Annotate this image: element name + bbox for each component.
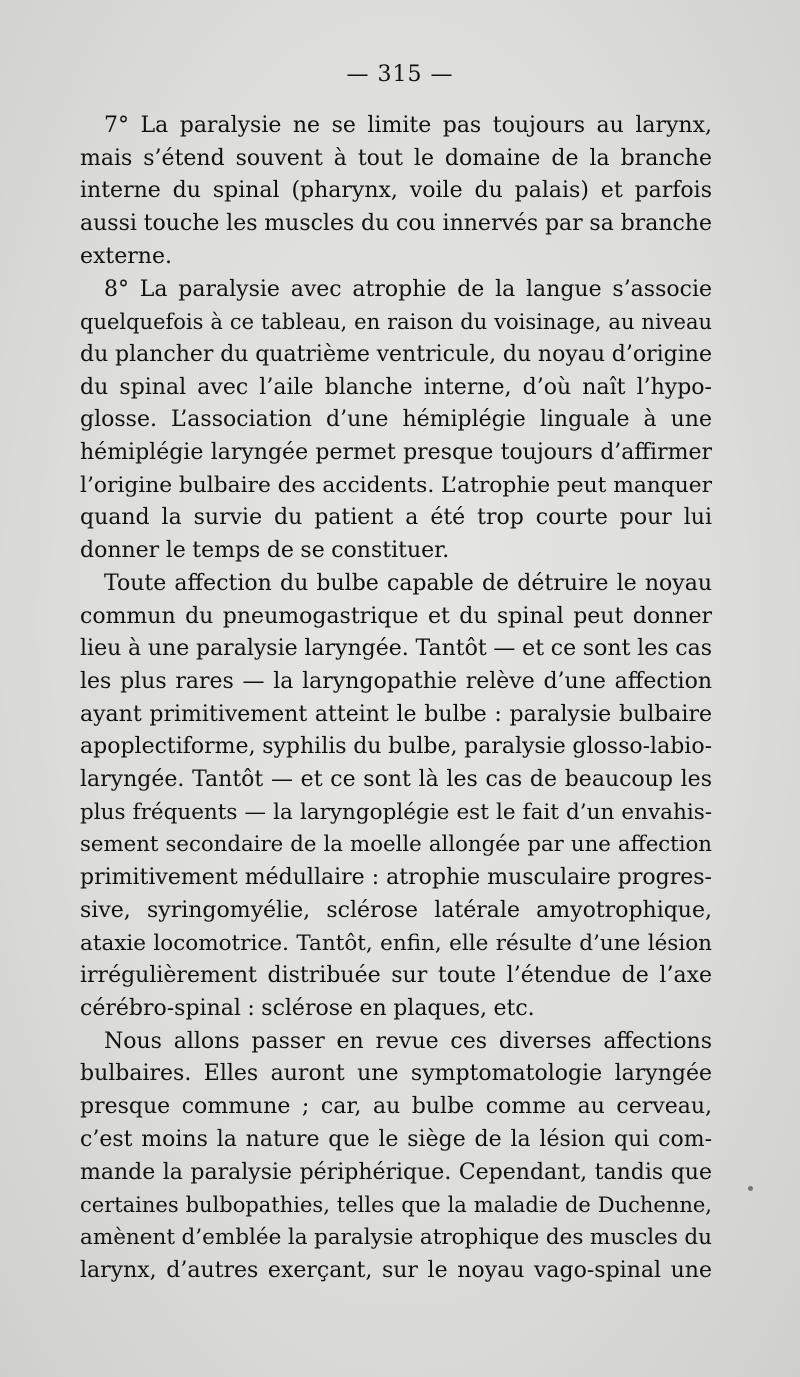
text-line: mais s’étend souvent à tout le domaine de la branche — [80, 145, 712, 171]
text-line: certaines bulbopathies, telles que la maladie de Duchenne, — [80, 1193, 712, 1218]
text-line: larynx, d’autres exerçant, sur le noyau vago-spinal une — [80, 1257, 712, 1283]
text-line: quand la survie du patient a été trop courte pour lui — [80, 505, 712, 531]
text-line: ayant primitivement atteint le bulbe : paralysie bulbaire — [80, 701, 712, 727]
text-line: interne du spinal (pharynx, voile du palais) et parfois — [80, 178, 712, 204]
text-line: du spinal avec l’aile blanche interne, d’où naît l’hypo- — [80, 374, 712, 400]
text-line: sive, syringomyélie, sclérose latérale amyotrophique, — [80, 897, 712, 923]
text-line: cérébro-spinal : sclérose en plaques, etc. — [80, 995, 535, 1021]
text-line: commun du pneumogastrique et du spinal peut donner — [80, 603, 712, 629]
paragraph-2 — [80, 274, 712, 568]
text-line: sement secondaire de la moelle allongée par une affection — [80, 832, 712, 858]
text-line: externe. — [80, 243, 172, 269]
text-line: quelquefois à ce tableau, en raison du voisinage, au niveau — [80, 310, 712, 335]
text-line: apoplectiforme, syphilis du bulbe, paralysie glosso-labio- — [80, 734, 712, 760]
paragraph-4 — [80, 1026, 712, 1288]
margin-speck — [748, 1186, 753, 1191]
text-line: amènent d’emblée la paralysie atrophique des muscles du — [80, 1224, 712, 1250]
text-line: presque commune ; car, au bulbe comme au cerveau, — [80, 1094, 712, 1120]
paragraph-3 — [80, 568, 712, 1026]
text-line: aussi touche les muscles du cou innervés par sa branche — [80, 211, 712, 237]
text-line: mande la paralysie périphérique. Cependant, tandis que — [80, 1159, 712, 1185]
text-line: hémiplégie laryngée permet presque toujours d’affirmer — [80, 440, 712, 466]
text-line: Nous allons passer en revue ces diverses affections — [104, 1028, 712, 1054]
text-line: primitivement médullaire : atrophie musculaire progres- — [80, 865, 712, 891]
text-line: donner le temps de se constituer. — [80, 538, 450, 564]
paragraph-1 — [80, 110, 712, 274]
text-line: Toute affection du bulbe capable de détruire le noyau — [104, 570, 712, 596]
page-number: — 315 — — [346, 62, 454, 87]
text-line: bulbaires. Elles auront une symptomatologie laryngée — [80, 1061, 712, 1087]
text-line: du plancher du quatrième ventricule, du noyau d’origine — [80, 341, 712, 367]
text-line: plus fréquents — la laryngoplégie est le fait d’un envahis- — [80, 799, 712, 825]
text-line: lieu à une paralysie laryngée. Tantôt — et ce sont les cas — [80, 636, 712, 662]
text-line: c’est moins la nature que le siège de la lésion qui com- — [80, 1126, 712, 1152]
text-line: 8° La paralysie avec atrophie de la langue s’associe — [104, 276, 712, 302]
text-line: irrégulièrement distribuée sur toute l’étendue de l’axe — [80, 963, 712, 989]
text-line: laryngée. Tantôt — et ce sont là les cas de beaucoup les — [80, 767, 712, 793]
text-line: glosse. L’association d’une hémiplégie linguale à une — [80, 407, 712, 433]
text-line: 7° La paralysie ne se limite pas toujours au larynx, — [104, 113, 712, 138]
text-line: l’origine bulbaire des accidents. L’atrophie peut manquer — [80, 472, 712, 498]
text-line: ataxie locomotrice. Tantôt, enfin, elle résulte d’une lésion — [80, 930, 712, 956]
text-line: les plus rares — la laryngopathie relève d’une affection — [80, 668, 712, 694]
body-text — [80, 110, 712, 1287]
